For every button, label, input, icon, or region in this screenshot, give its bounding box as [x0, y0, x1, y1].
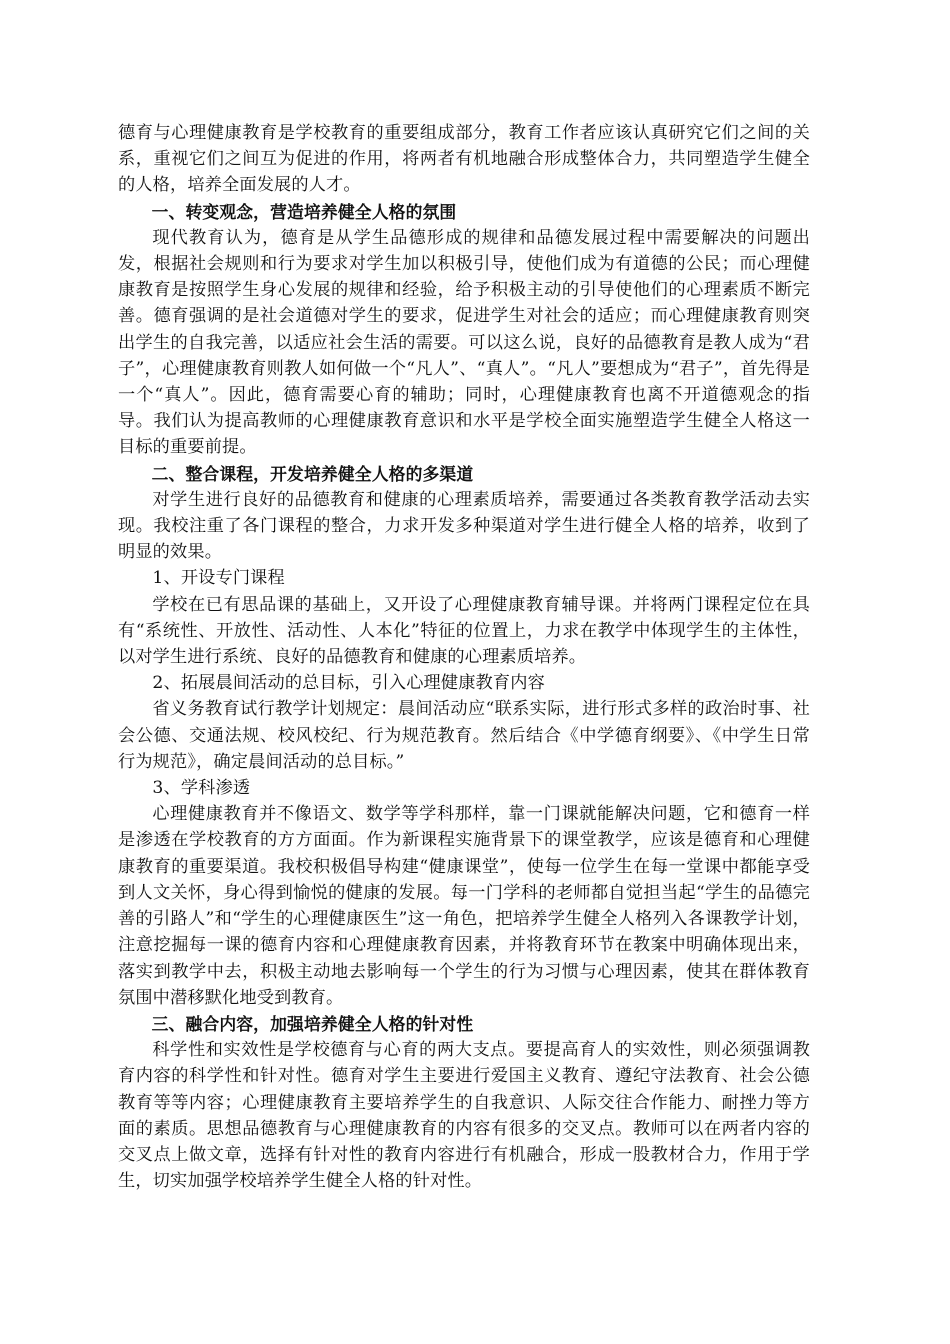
section-3-heading: 三、融合内容，加强培养健全人格的针对性	[151, 1013, 474, 1034]
section-2-sub-1-title: 1、开设专门课程	[152, 568, 285, 589]
section-2-heading: 二、整合课程，开发培养健全人格的多渠道	[151, 463, 474, 484]
section-2-sub-2-title: 2、拓展晨间活动的总目标，引入心理健康教育内容	[152, 673, 545, 694]
section-2-paragraph: 对学生进行良好的品德教育和健康的心理素质培养，需要通过各类教育教学活动去实现。我校注重了各门课程的整合，力求开发多种渠道对学生进行健全人格的培养，收到了明显的效果。	[118, 489, 810, 563]
section-1-paragraph: 现代教育认为，德育是从学生品德形成的规律和品德发展过程中需要解决的问题出发，根据社会规则和行为要求对学生加以积极引导，使他们成为有道德的公民；而心理健康教育是按照学生身心发展的规律和经验，给予积极主动的引导使他们的心理素质不断完善。德育强调的是社会道德对学生的要求，促进学生对社会的适应；而心理健康教育则突出学生的自我完善，以适应社会生活的需要。可以这么说，良好的品德教育是教人成为“君子”，心理健康教育则教人如何做一个“凡人”、“真人”。“凡人”要想成为“君子”，首先得是一个“真人”。因此，德育需要心育的辅助；同时，心理健康教育也离不开道德观念的指导。我们认为提高教师的心理健康教育意识和水平是学校全面实施塑造学生健全人格这一目标的重要前提。	[118, 227, 810, 458]
section-2-sub-3-text: 心理健康教育并不像语文、数学等学科那样，靠一门课就能解决问题，它和德育一样是渗透在学校教育的方方面面。作为新课程实施背景下的课堂教学，应该是德育和心理健康教育的重要渠道。我校积极倡导构建“健康课堂”，使每一位学生在每一堂课中都能享受到人文关怀，身心得到愉悦的健康的发展。每一门学科的老师都自觉担当起“学生的品德完善的引路人”和“学生的心理健康医生”这一角色，把培养学生健全人格列入各课教学计划，注意挖掘每一课的德育内容和心理健康教育因素，并将教育环节在教案中明确体现出来，落实到教学中去，积极主动地去影响每一个学生的行为习惯与心理因素，使其在群体教育氛围中潜移默化地受到教育。	[118, 804, 810, 1008]
section-2-sub-1-text: 学校在已有思品课的基础上，又开设了心理健康教育辅导课。并将两门课程定位在具有“系统性、开放性、活动性、人本化”特征的位置上，力求在教学中体现学生的主体性，以对学生进行系统、良好的品德教育和健康的心理素质培养。	[118, 594, 810, 668]
section-3-paragraph: 科学性和实效性是学校德育与心育的两大支点。要提高育人的实效性，则必须强调教育内容的科学性和针对性。德育对学生主要进行爱国主义教育、遵纪守法教育、社会公德教育等等内容；心理健康教育主要培养学生的自我意识、人际交往合作能力、耐挫力等方面的素质。思想品德教育与心理健康教育的内容有很多的交叉点。教师可以在两者内容的交叉点上做文章，选择有针对性的教育内容进行有机融合，形成一股教材合力，作用于学生，切实加强学校培养学生健全人格的针对性。	[118, 1040, 810, 1192]
section-1-heading: 一、转变观念，营造培养健全人格的氛围	[151, 201, 457, 222]
section-2-sub-3-title: 3、学科渗透	[152, 778, 251, 799]
intro-paragraph: 德育与心理健康教育是学校教育的重要组成部分，教育工作者应该认真研究它们之间的关系，重视它们之间互为促进的作用，将两者有机地融合形成整体合力，共同塑造学生健全的人格，培养全面发展的人才。	[118, 123, 810, 196]
section-2-sub-2-text: 省义务教育试行教学计划规定：晨间活动应“联系实际，进行形式多样的政治时事、社会公德、交通法规、校风校纪、行为规范教育。然后结合《中学德育纲要》、《中学生日常行为规范》，确定晨间活动的总目标。”	[118, 699, 810, 772]
document-page	[118, 120, 810, 1194]
